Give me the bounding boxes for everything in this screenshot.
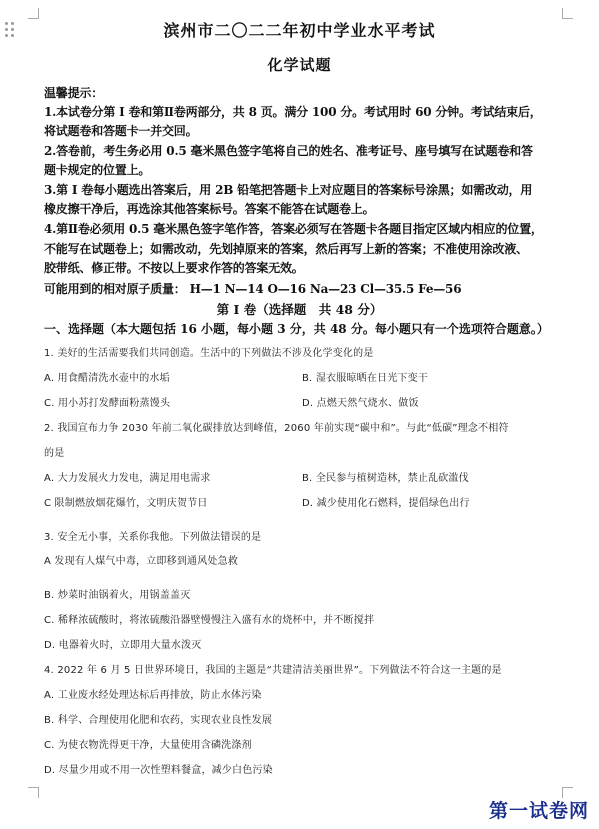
- question-stem: 1. 美好的生活需要我们共同创造。生活中的下列做法不涉及化学变化的是: [44, 348, 374, 359]
- tip-line: 不能写在试题卷上；如需改动，先划掉原来的答案，然后再写上新的答案；不准使用涂改液、: [44, 242, 528, 256]
- tip-line: 3.第 I 卷每小题选出答案后，用 2B 铅笔把答题卡上对应题目的答案标号涂黑；如需改动，用: [44, 183, 533, 197]
- tips-heading: 温馨提示：: [44, 86, 104, 100]
- option-a: A. 用食醋清洗水壶中的水垢: [44, 373, 170, 384]
- option-b: B. 炒菜时油锅着火，用锅盖盖灭: [44, 590, 191, 601]
- option-c: C. 用小苏打发酵面粉蒸馒头: [44, 398, 171, 409]
- subject-title: 化学试题: [267, 56, 332, 74]
- corner-mark-bottom-left: [28, 787, 39, 798]
- tip-line: 2.答卷前，考生务必用 0.5 毫米黑色签字笔将自己的姓名、准考证号、座号填写在试题卷和答: [44, 144, 533, 158]
- option-c: C. 稀释浓硫酸时，将浓硫酸沿器壁慢慢注入盛有水的烧杯中，并不断搅拌: [44, 615, 375, 626]
- question-stem: 4. 2022 年 6 月 5 日世界环境日，我国的主题是“共建清洁美丽世界”。下列做法不符合这一主题的是: [44, 665, 502, 676]
- question-stem: 的是: [44, 448, 65, 459]
- option-a: A 发现有人煤气中毒，立即移到通风处急救: [44, 556, 239, 567]
- option-d: D. 电器着火时，立即用大量水泼灭: [44, 640, 202, 651]
- tip-line: 将试题卷和答题卡一并交回。: [44, 124, 198, 138]
- option-b: B. 全民参与植树造林，禁止乱砍滥伐: [302, 473, 469, 484]
- tip-line: 橡皮擦干净后，再选涂其他答案标号。答案不能答在试题卷上。: [44, 202, 375, 216]
- question-stem: 3. 安全无小事，关系你我他。下列做法错误的是: [44, 532, 262, 543]
- site-watermark: 第一试卷网: [488, 800, 589, 822]
- tip-line: 胶带纸、修正带。不按以上要求作答的答案无效。: [44, 261, 304, 275]
- tip-line: 4.第Ⅱ卷必须用 0.5 毫米黑色签字笔作答，答案必须写在答题卡各题目指定区域内相应的位置，: [44, 222, 543, 236]
- tip-line: 题卡规定的位置上。: [44, 163, 151, 177]
- tip-line: 1.本试卷分第 I 卷和第Ⅱ卷两部分，共 8 页。满分 100 分。考试用时 60 分钟。考试结束后，: [44, 105, 542, 119]
- option-b: B. 湿衣服晾晒在日光下变干: [302, 373, 429, 384]
- option-d: D. 减少使用化石燃料，提倡绿色出行: [302, 498, 470, 509]
- option-a: A. 工业废水经处理达标后再排放，防止水体污染: [44, 690, 262, 701]
- option-d: D. 点燃天然气烧水、做饭: [302, 398, 419, 409]
- option-a: A. 大力发展火力发电，满足用电需求: [44, 473, 211, 484]
- question-stem: 2. 我国宣布力争 2030 年前二氧化碳排放达到峰值，2060 年前实现“碳中和”。与此“低碳”理念不相符: [44, 423, 509, 434]
- section-heading: 一、选择题（本大题包括 16 小题，每小题 3 分，共 48 分。每小题只有一个选项符合题意。）: [44, 322, 549, 336]
- option-c: C. 为使衣物洗得更干净，大量使用含磷洗涤剂: [44, 740, 252, 751]
- option-d: D. 尽量少用或不用一次性塑料餐盒，减少白色污染: [44, 765, 273, 776]
- option-c: C 限制燃放烟花爆竹，文明庆贺节日: [44, 498, 208, 509]
- part1-heading: 第 I 卷（选择题 共 48 分）: [216, 302, 383, 317]
- exam-title: 滨州市二〇二二年初中学业水平考试: [163, 21, 436, 40]
- atomic-masses: 可能用到的相对原子质量： H—1 N—14 O—16 Na—23 Cl—35.5 Fe—56: [44, 282, 462, 296]
- option-b: B. 科学、合理使用化肥和农药，实现农业良性发展: [44, 715, 273, 726]
